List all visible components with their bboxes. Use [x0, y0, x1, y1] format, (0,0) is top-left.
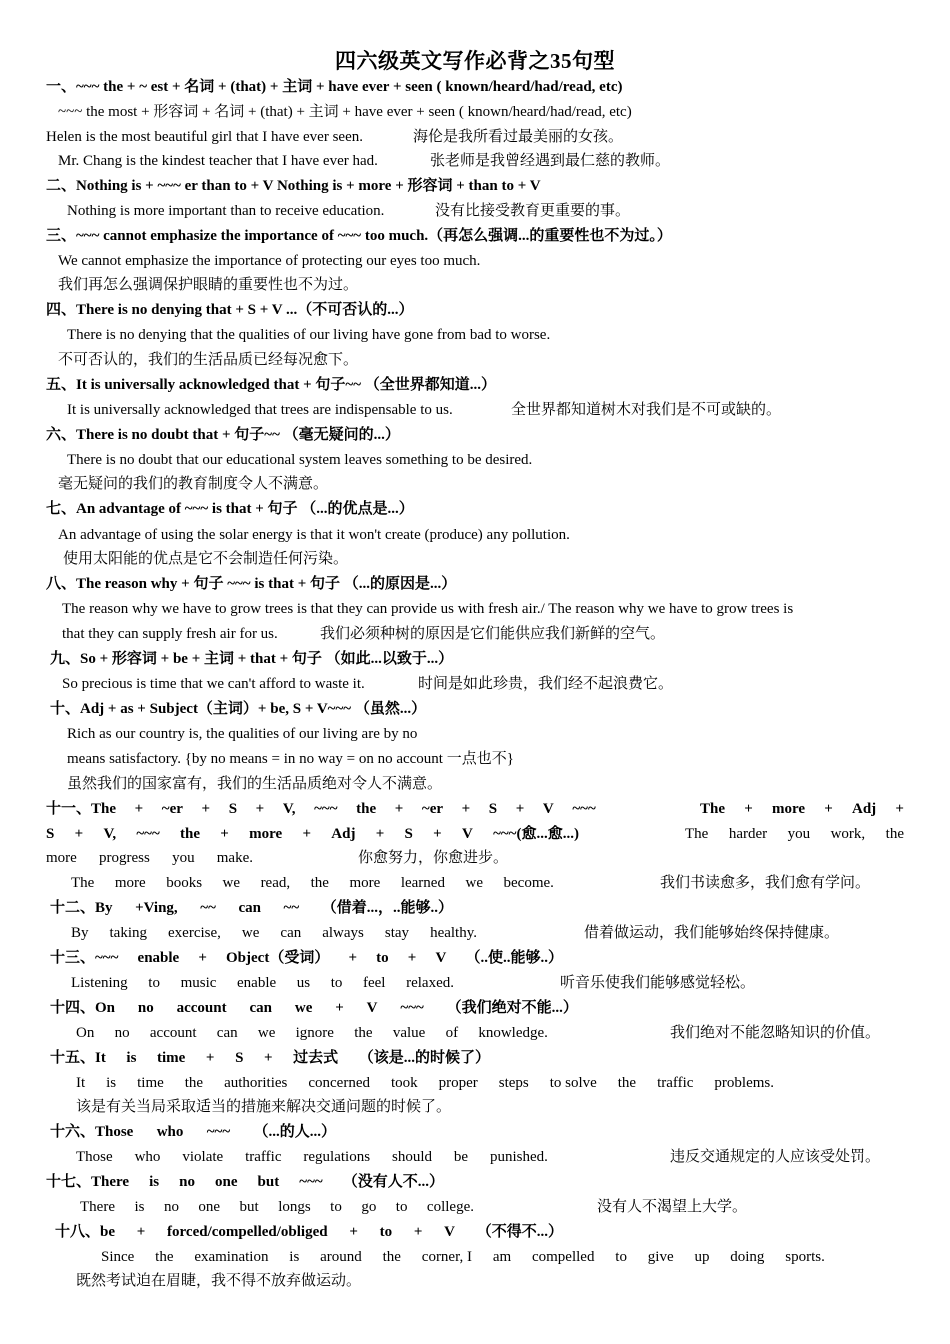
example-translation: 违反交通规定的人应该受处罚。: [670, 1149, 881, 1165]
section-heading: 十六、Those who ~~~ （...的人...）: [50, 1124, 336, 1140]
section-heading: 三、~~~ cannot emphasize the importance of ~~~ too much.（再怎么强调...的重要性也不为过。）: [46, 228, 672, 244]
example-sentence: We cannot emphasize the importance of protecting our eyes too much.: [58, 253, 481, 269]
example-sentence: Those who violate traffic regulations should be punished.: [76, 1149, 548, 1165]
example-sentence: The reason why we have to grow trees is that they can provide us with fresh air./ The reason why we have to grow trees is: [62, 601, 794, 617]
section-heading: 九、So + 形容词 + be + 主词 + that + 句子 （如此...以致于...）: [50, 651, 454, 667]
section-heading: 十四、On no account can we + V ~~~ （我们绝对不能...）: [50, 1000, 578, 1016]
example-translation: 我们绝对不能忽略知识的价值。: [670, 1025, 881, 1041]
section-heading: 二、Nothing is + ~~~ er than to + V Nothing is + more + 形容词 + than to + V: [46, 178, 541, 194]
example-translation: 虽然我们的国家富有，我们的生活品质绝对令人不满意。: [67, 776, 443, 792]
example-sentence: There is no one but longs to go to college.: [80, 1199, 474, 1215]
example-sentence: Listening to music enable us to feel relaxed.: [71, 975, 454, 991]
example-sentence: more progress you make.: [46, 850, 253, 866]
example-sentence: means satisfactory. {by no means = in no way = on no account 一点也不}: [67, 751, 514, 767]
example-sentence: Helen is the most beautiful girl that I have ever seen.: [46, 129, 363, 145]
page-title: 四六级英文写作必背之35句型: [335, 49, 615, 73]
example-sentence: Mr. Chang is the kindest teacher that I have ever had.: [58, 153, 378, 169]
section-heading: 一、~~~ the + ~ est + 名词 + (that) + 主词 + have ever + seen ( known/heard/had/read, etc): [46, 79, 623, 95]
section-heading: 十五、It is time + S + 过去式 （该是...的时候了）: [50, 1050, 490, 1066]
section-heading: 十八、be + forced/compelled/obliged + to + V （不得不...）: [55, 1224, 563, 1240]
example-sentence: that they can supply fresh air for us.: [62, 626, 278, 642]
example-sentence: By taking exercise, we can always stay healthy.: [71, 925, 477, 941]
example-translation: 张老师是我曾经遇到最仁慈的教师。: [430, 153, 671, 169]
example-translation: 时间是如此珍贵，我们经不起浪费它。: [418, 676, 674, 692]
pattern-text: ~~~ the most + 形容词 + 名词 + (that) + 主词 + have ever + seen ( known/heard/had/read, etc): [58, 104, 632, 120]
example-translation: 借着做运动，我们能够始终保持健康。: [584, 925, 840, 941]
example-sentence: Nothing is more important than to receive education.: [67, 203, 385, 219]
section-heading: 十二、By +Ving, ~~ can ~~ （借着...，..能够..）: [50, 900, 453, 916]
section-heading: 十三、~~~ enable + Object（受词） + to + V （..使..能够..）: [50, 950, 563, 966]
example-translation: 海伦是我所看过最美丽的女孩。: [413, 129, 624, 145]
example-sentence: The harder you work, the: [685, 826, 904, 842]
example-sentence: It is time the authorities concerned took proper steps to solve the traffic problems.: [76, 1075, 774, 1091]
section-heading: 七、An advantage of ~~~ is that + 句子 （...的优点是...）: [46, 501, 414, 517]
example-translation: 我们再怎么强调保护眼睛的重要性也不为过。: [58, 277, 359, 293]
example-sentence: There is no doubt that our educational system leaves something to be desired.: [67, 452, 533, 468]
example-translation: 我们必须种树的原因是它们能供应我们新鲜的空气。: [320, 626, 666, 642]
section-heading: 六、There is no doubt that + 句子~~ （毫无疑问的...）: [46, 427, 400, 443]
example-translation: 既然考试迫在眉睫，我不得不放弃做运动。: [76, 1273, 362, 1289]
example-sentence: On no account can we ignore the value of knowledge.: [76, 1025, 548, 1041]
example-translation: 毫无疑问的我们的教育制度令人不满意。: [58, 476, 329, 492]
example-sentence: Rich as our country is, the qualities of our living are by no: [67, 726, 418, 742]
example-sentence: There is no denying that the qualities of our living have gone from bad to worse.: [67, 327, 551, 343]
example-translation: 没有比接受教育更重要的事。: [435, 203, 631, 219]
example-sentence: Since the examination is around the corner, I am compelled to give up doing sports.: [101, 1249, 825, 1265]
example-sentence: So precious is time that we can't afford to waste it.: [62, 676, 365, 692]
example-translation: 听音乐使我们能够感觉轻松。: [560, 975, 756, 991]
example-translation: 没有人不渴望上大学。: [597, 1199, 748, 1215]
example-sentence: An advantage of using the solar energy is that it won't create (produce) any pollution.: [58, 527, 570, 543]
section-heading: 十七、There is no one but ~~~ （没有人不...）: [46, 1174, 444, 1190]
example-sentence: It is universally acknowledged that trees are indispensable to us.: [67, 402, 453, 418]
example-translation: 我们书读愈多，我们愈有学问。: [660, 875, 871, 891]
example-translation: 该是有关当局采取适当的措施来解决交通问题的时候了。: [76, 1099, 452, 1115]
section-heading: 八、The reason why + 句子 ~~~ is that + 句子 （...的原因是...）: [46, 576, 457, 592]
section-heading: 五、It is universally acknowledged that + 句子~~ （全世界都知道...）: [46, 377, 497, 393]
example-translation: 全世界都知道树木对我们是不可或缺的。: [511, 402, 782, 418]
example-translation: 不可否认的，我们的生活品质已经每况愈下。: [58, 352, 359, 368]
section-heading: 十一、The + ~er + S + V, ~~~ the + ~er + S + V ~~~: [46, 801, 596, 817]
section-heading: The + more + Adj +: [700, 801, 904, 817]
example-translation: 使用太阳能的优点是它不会制造任何污染。: [63, 551, 349, 567]
section-heading: 十、Adj + as + Subject（主词）+ be, S + V~~~ （虽然...）: [50, 701, 427, 717]
example-sentence: The more books we read, the more learned we become.: [71, 875, 554, 891]
section-heading: S + V, ~~~ the + more + Adj + S + V ~~~(愈...愈...): [46, 826, 579, 842]
example-translation: 你愈努力，你愈进步。: [358, 850, 509, 866]
section-heading: 四、There is no denying that + S + V ...（不可否认的...）: [46, 302, 414, 318]
